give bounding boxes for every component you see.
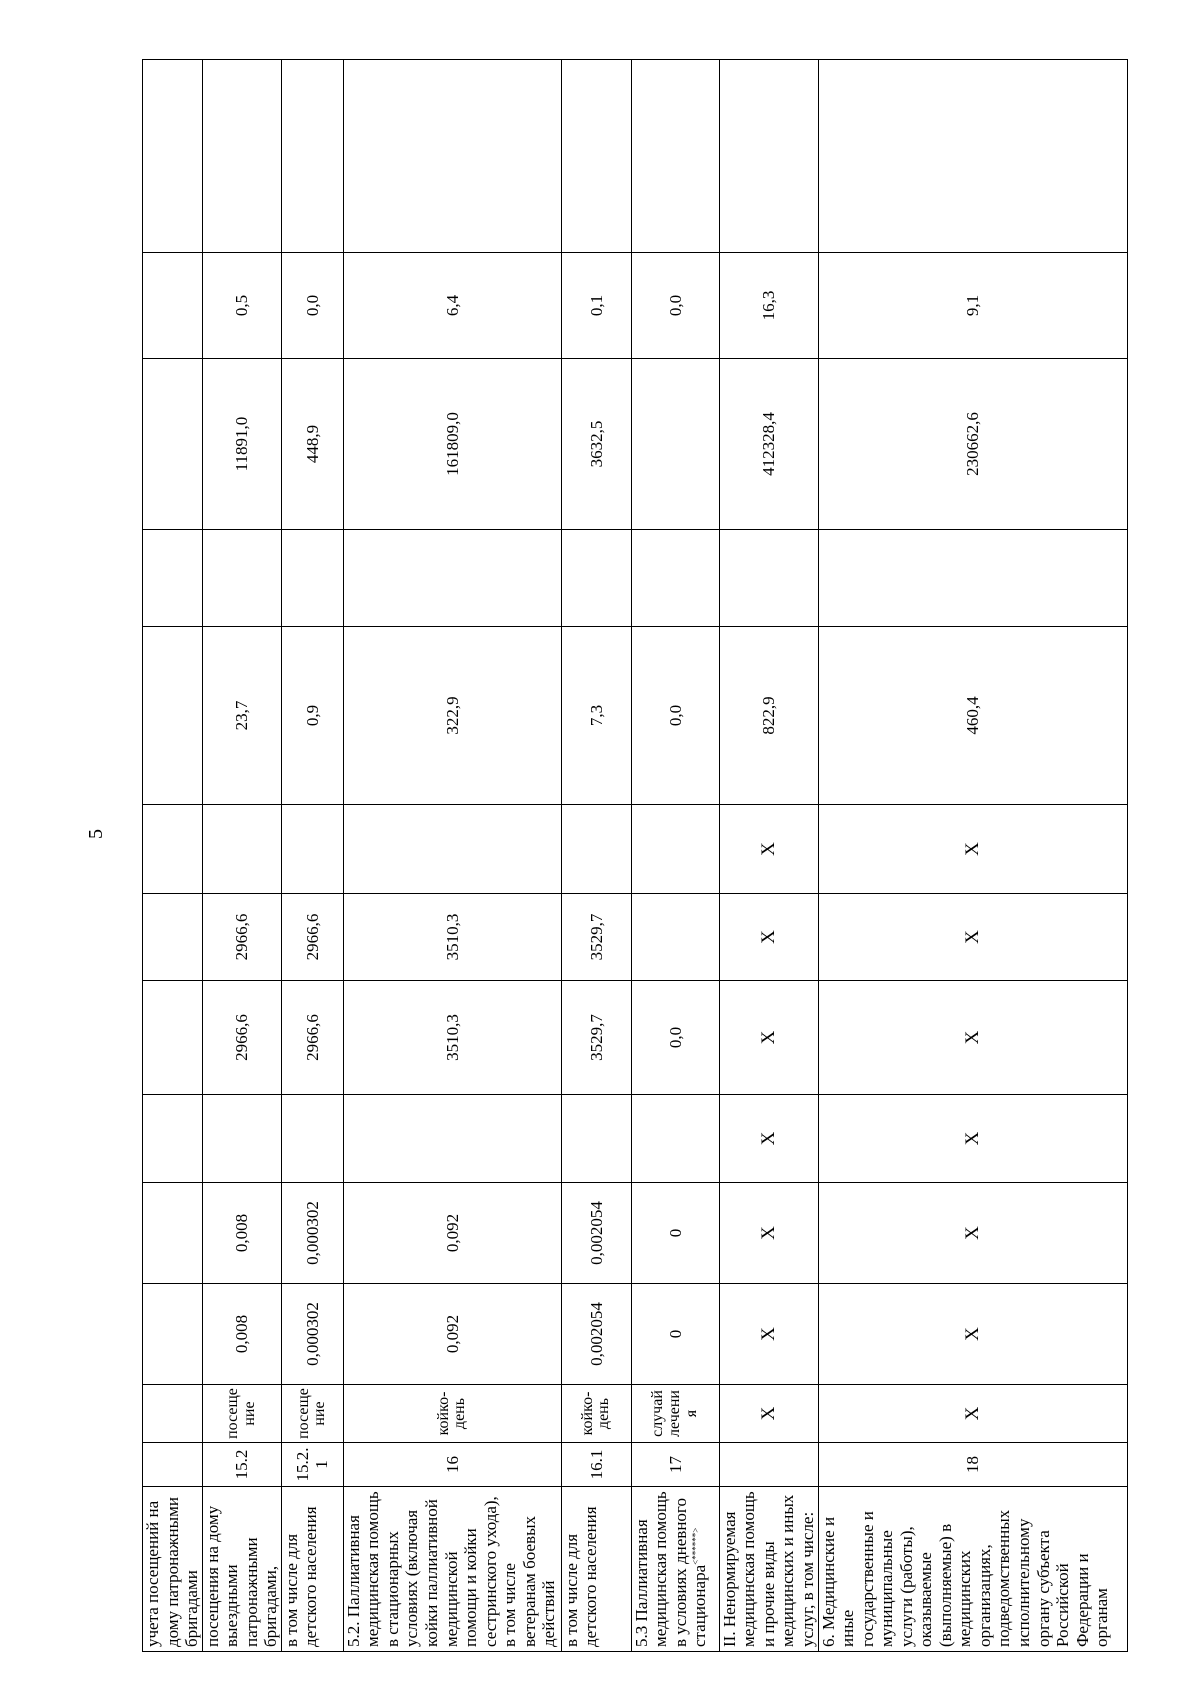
cell-c11	[719, 530, 818, 627]
row-name: учета посещений на дому патронажными бригадами	[143, 1487, 203, 1652]
cell-c13: 0,0	[631, 253, 719, 359]
row-code: 15.2.1	[281, 1443, 343, 1487]
cell-c10: 23,7	[202, 627, 281, 805]
cell-c4: 0,002054	[561, 1284, 631, 1385]
cell-c13: 16,3	[719, 253, 818, 359]
row-unit: Х	[719, 1385, 818, 1443]
cell-c14	[631, 60, 719, 253]
cell-c12: 412328,4	[719, 359, 818, 530]
cell-c8: 3510,3	[343, 894, 561, 981]
row-unit: посещение	[202, 1385, 281, 1443]
cell-c9	[343, 805, 561, 894]
cell-c6	[343, 1095, 561, 1183]
row-name: в том числе для детского населения	[561, 1487, 631, 1652]
cell-c6: Х	[818, 1095, 1127, 1183]
cell-c11	[561, 530, 631, 627]
row-unit: койко-день	[561, 1385, 631, 1443]
cell-c8	[631, 894, 719, 981]
cell-c8: Х	[818, 894, 1127, 981]
cell-c9	[561, 805, 631, 894]
row-name: 6. Медицинские и иные государственные и муниципальные услуги (работы), оказываемые (выполняемые) в медицинских организациях, подведомственных исполнительному органу субъекта Российской Федерации и органам	[818, 1487, 1127, 1652]
cell-c6: Х	[719, 1095, 818, 1183]
cell-c14	[561, 60, 631, 253]
cell-c7: 2966,6	[281, 981, 343, 1095]
cell-c11	[202, 530, 281, 627]
table-row	[202, 60, 281, 1652]
cell-c11	[818, 530, 1127, 627]
row-unit: посещение	[281, 1385, 343, 1443]
cell-c12: 230662,6	[818, 359, 1127, 530]
cell-c14	[281, 60, 343, 253]
row-unit: Х	[818, 1385, 1127, 1443]
cell-c4: 0	[631, 1284, 719, 1385]
row-code: 18	[818, 1443, 1127, 1487]
table-row	[281, 60, 343, 1652]
cell-c9: Х	[719, 805, 818, 894]
cell-c10: 0,9	[281, 627, 343, 805]
cell-c13: 0,1	[561, 253, 631, 359]
row-unit: койко-день	[343, 1385, 561, 1443]
cell-c9	[281, 805, 343, 894]
cell-c10: 322,9	[343, 627, 561, 805]
cell-c7: 0,0	[631, 981, 719, 1095]
cell-c5	[143, 1183, 203, 1284]
cell-c13: 9,1	[818, 253, 1127, 359]
row-code: 16.1	[561, 1443, 631, 1487]
cell-c14	[719, 60, 818, 253]
cell-c12	[143, 359, 203, 530]
cell-c14	[202, 60, 281, 253]
cell-c14	[343, 60, 561, 253]
cell-c11	[281, 530, 343, 627]
row-name: посещения на дому выездными патронажными бригадами,	[202, 1487, 281, 1652]
cell-c5: 0	[631, 1183, 719, 1284]
cell-c4: 0,000302	[281, 1284, 343, 1385]
row-name: 5.2. Паллиативная медицинская помощь в стационарных условиях (включая койки паллиативной медицинской помощи и койки сестринского ухода), в том числе ветеранам боевых действий	[343, 1487, 561, 1652]
cell-c12: 448,9	[281, 359, 343, 530]
cell-c10: 0,0	[631, 627, 719, 805]
row-unit: случай лечения	[631, 1385, 719, 1443]
table-row	[561, 60, 631, 1652]
cell-c9	[202, 805, 281, 894]
cell-c8	[143, 894, 203, 981]
cell-c5: 0,008	[202, 1183, 281, 1284]
page-number: 5	[85, 829, 107, 839]
row-name	[631, 1487, 719, 1652]
cell-c9	[631, 805, 719, 894]
row-code	[143, 1443, 203, 1487]
cell-c11	[343, 530, 561, 627]
row-code: 15.2	[202, 1443, 281, 1487]
cell-c6	[281, 1095, 343, 1183]
cell-c9: Х	[818, 805, 1127, 894]
cell-c13: 0,0	[281, 253, 343, 359]
cell-c13: 6,4	[343, 253, 561, 359]
cell-c4	[143, 1284, 203, 1385]
table-row	[719, 60, 818, 1652]
table-row	[818, 60, 1127, 1652]
cell-c4: 0,008	[202, 1284, 281, 1385]
cell-c4: Х	[818, 1284, 1127, 1385]
cell-c5: Х	[719, 1183, 818, 1284]
row-code	[719, 1443, 818, 1487]
cell-c14	[143, 60, 203, 253]
row-name-text: 5.3 Паллиативная медицинская помощь в условиях дневного стационара	[631, 1491, 710, 1647]
cell-c7: 3529,7	[561, 981, 631, 1095]
footnote-mark: <******>	[690, 1527, 701, 1565]
cell-c12: 161809,0	[343, 359, 561, 530]
cell-c12: 3632,5	[561, 359, 631, 530]
cell-c6	[143, 1095, 203, 1183]
table-row	[343, 60, 561, 1652]
rotated-table-wrapper	[142, 60, 1112, 1652]
cell-c5: Х	[818, 1183, 1127, 1284]
cell-c10: 7,3	[561, 627, 631, 805]
row-unit	[143, 1385, 203, 1443]
cell-c4: 0,092	[343, 1284, 561, 1385]
table-row	[143, 60, 203, 1652]
cell-c12	[631, 359, 719, 530]
cell-c14	[818, 60, 1127, 253]
row-name: в том числе для детского населения	[281, 1487, 343, 1652]
cell-c8: 2966,6	[202, 894, 281, 981]
cell-c8: Х	[719, 894, 818, 981]
cell-c8: 3529,7	[561, 894, 631, 981]
cell-c6	[631, 1095, 719, 1183]
cell-c10	[143, 627, 203, 805]
cell-c13: 0,5	[202, 253, 281, 359]
cell-c5: 0,002054	[561, 1183, 631, 1284]
cell-c9	[143, 805, 203, 894]
cell-c4: Х	[719, 1284, 818, 1385]
cell-c13	[143, 253, 203, 359]
cell-c7: Х	[818, 981, 1127, 1095]
cell-c12: 11891,0	[202, 359, 281, 530]
cell-c6	[202, 1095, 281, 1183]
cell-c8: 2966,6	[281, 894, 343, 981]
cell-c10: 822,9	[719, 627, 818, 805]
cell-c11	[631, 530, 719, 627]
row-code: 16	[343, 1443, 561, 1487]
table-row	[631, 60, 719, 1652]
cell-c7	[143, 981, 203, 1095]
cell-c7: 2966,6	[202, 981, 281, 1095]
financing-table	[142, 59, 1128, 1652]
cell-c10: 460,4	[818, 627, 1127, 805]
cell-c7: 3510,3	[343, 981, 561, 1095]
cell-c7: Х	[719, 981, 818, 1095]
cell-c5: 0,092	[343, 1183, 561, 1284]
cell-c5: 0,000302	[281, 1183, 343, 1284]
cell-c11	[143, 530, 203, 627]
cell-c6	[561, 1095, 631, 1183]
row-code: 17	[631, 1443, 719, 1487]
row-name: II. Ненормируемая медицинская помощь и прочие виды медицинских и иных услуг, в том числе:	[719, 1487, 818, 1652]
